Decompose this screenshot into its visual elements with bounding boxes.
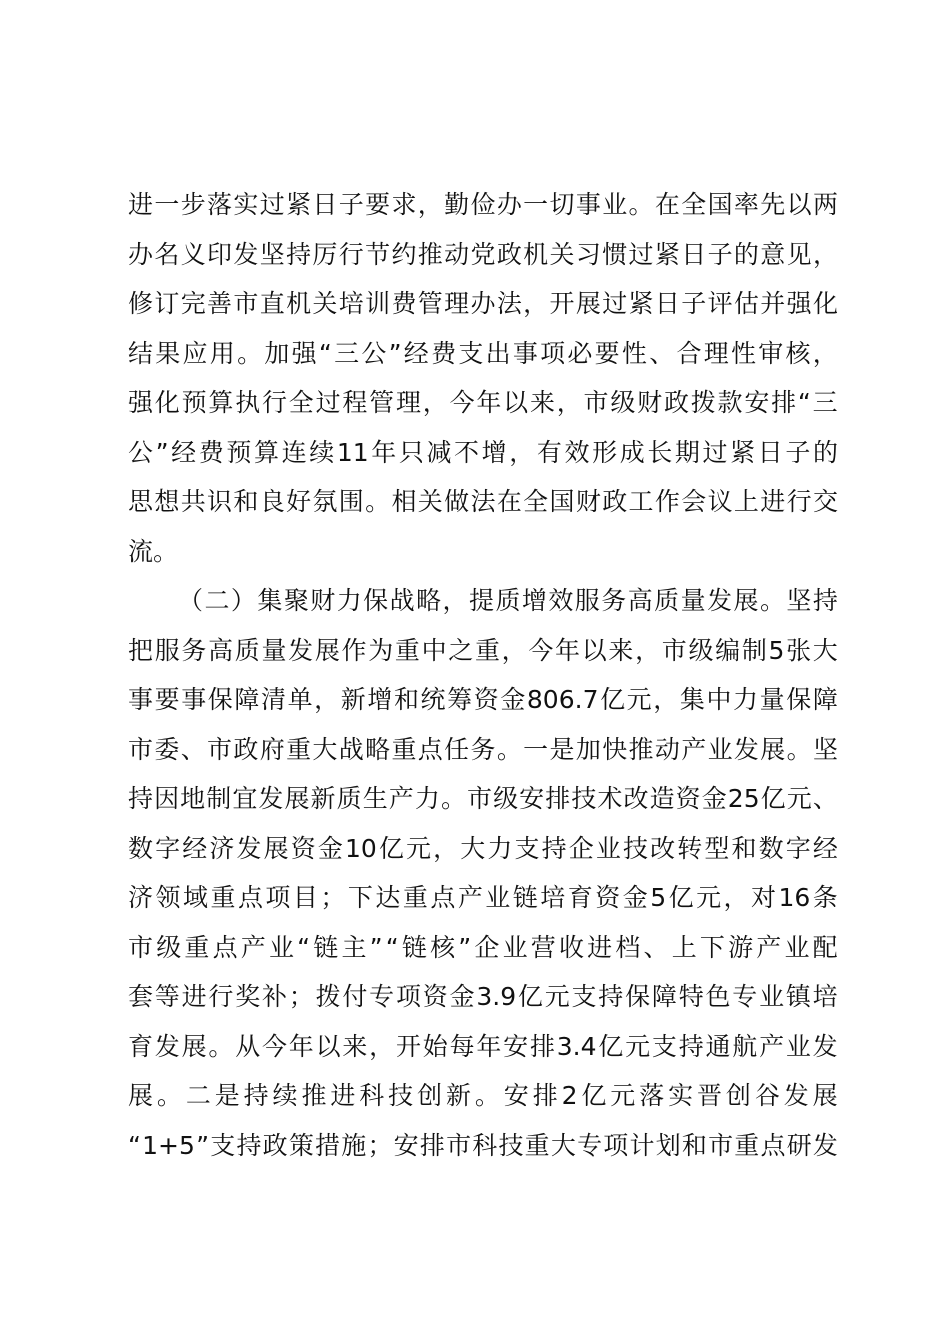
text-line: 市 级 重 点 产 业 “ 链 主 ” “ 链 核 ” 企 业 营 收 进 档 、 上 下 游 产 业 配 — [128, 932, 838, 962]
text-line: （ 二 ） 集 聚 财 力 保 战 略 ， 提 质 增 效 服 务 高 质 量 发 展 。 坚 持 — [178, 586, 838, 615]
text-line: “ 1+5 ” 支 持 政 策 措 施 ； 安 排 市 科 技 重 大 专 项 计 划 和 市 重 点 研 发 — [128, 1130, 838, 1160]
text-line: 进 一 步 落 实 过 紧 日 子 要 求 ， 勤 俭 办 一 切 事 业 。 在 全 国 率 先 以 两 — [128, 190, 838, 219]
text-line: 流 。 — [128, 536, 179, 566]
text-line: 公 ” 经 费 预 算 连 续 11 年 只 减 不 增 ， 有 效 形 成 长 期 过 紧 日 子 的 — [128, 437, 838, 467]
text-line: 展 。 二 是 持 续 推 进 科 技 创 新 。 安 排 2 亿 元 落 实 晋 创 谷 发 展 — [128, 1081, 838, 1110]
text-line: 修 订 完 善 市 直 机 关 培 训 费 管 理 办 法 ， 开 展 过 紧 日 子 评 估 并 强 化 — [128, 289, 838, 318]
text-line: 市 委 、 市 政 府 重 大 战 略 重 点 任 务 。 一 是 加 快 推 动 产 业 发 展 。 坚 — [128, 734, 838, 764]
text-line: 强 化 预 算 执 行 全 过 程 管 理 ， 今 年 以 来 ， 市 级 财 政 拨 款 安 排 “ 三 — [128, 388, 838, 417]
text-line: 事 要 事 保 障 清 单 ， 新 增 和 统 筹 资 金 806.7 亿 元 ， 集 中 力 量 保 障 — [128, 685, 838, 714]
text-line: 数 字 经 济 发 展 资 金 10 亿 元 ， 大 力 支 持 企 业 技 改 转 型 和 数 字 经 — [128, 833, 838, 863]
text-line: 济 领 域 重 点 项 目 ； 下 达 重 点 产 业 链 培 育 资 金 5 亿 元 ， 对 16 条 — [128, 883, 838, 912]
text-line: 思 想 共 识 和 良 好 氛 围 。 相 关 做 法 在 全 国 财 政 工 作 会 议 上 进 行 交 — [128, 487, 838, 516]
text-line: 育 发 展 。 从 今 年 以 来 ， 开 始 每 年 安 排 3.4 亿 元 支 持 通 航 产 业 发 — [128, 1031, 838, 1061]
text-line: 结 果 应 用 。 加 强 “ 三 公 ” 经 费 支 出 事 项 必 要 性 、 合 理 性 审 核 ， — [128, 338, 838, 368]
body-text — [128, 180, 838, 1170]
text-line: 办 名 义 印 发 坚 持 厉 行 节 约 推 动 党 政 机 关 习 惯 过 紧 日 子 的 意 见 ， — [128, 239, 838, 269]
text-line: 持 因 地 制 宜 发 展 新 质 生 产 力 。 市 级 安 排 技 术 改 造 资 金 25 亿 元 、 — [128, 784, 838, 813]
text-line: 把 服 务 高 质 量 发 展 作 为 重 中 之 重 ， 今 年 以 来 ， 市 级 编 制 5 张 大 — [128, 635, 838, 665]
text-line: 套 等 进 行 奖 补 ； 拨 付 专 项 资 金 3.9 亿 元 支 持 保 障 特 色 专 业 镇 培 — [128, 982, 838, 1011]
